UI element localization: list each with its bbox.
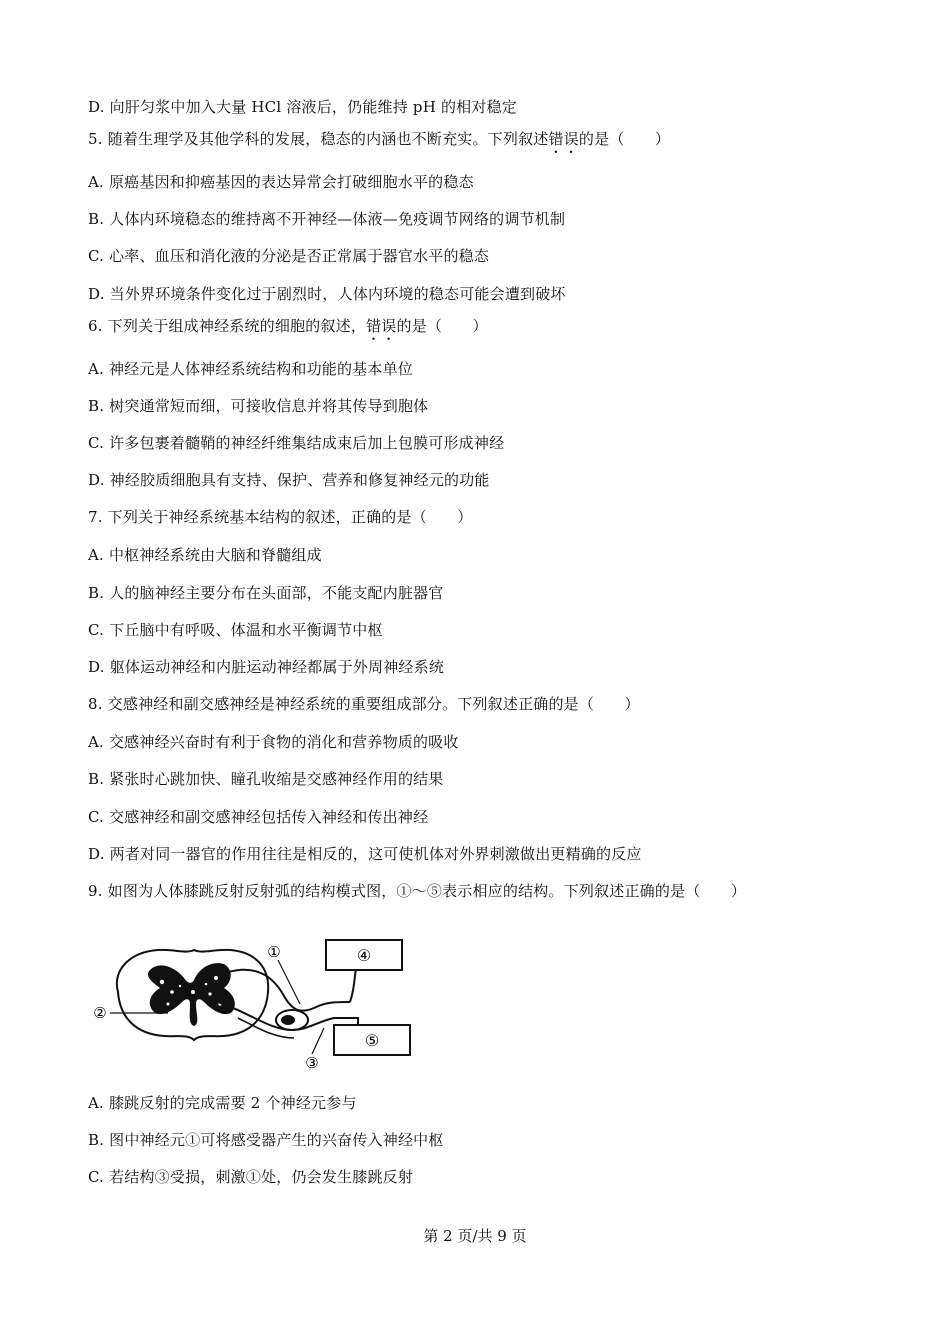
q9-option-a: A. 膝跳反射的完成需要 2 个神经元参与 xyxy=(88,1094,357,1112)
q7-option-d: D. 躯体运动神经和内脏运动神经都属于外周神经系统 xyxy=(88,658,445,676)
fiber-to-box4 xyxy=(328,968,356,1002)
q6-stem-pre: 6. 下列关于组成神经系统的细胞的叙述， xyxy=(88,317,367,335)
leader-1 xyxy=(278,960,300,1004)
label-2: ② xyxy=(93,1004,107,1022)
leader-3 xyxy=(312,1028,324,1054)
q5-stem-emphasis: 错误 xyxy=(548,130,579,148)
q9-option-c: C. 若结构③受损，刺激①处，仍会发生膝跳反射 xyxy=(88,1168,414,1186)
q8-option-b: B. 紧张时心跳加快、瞳孔收缩是交感神经作用的结果 xyxy=(88,770,444,788)
label-5: ⑤ xyxy=(364,1031,380,1050)
q7-option-b: B. 人的脑神经主要分布在头面部，不能支配内脏器官 xyxy=(88,584,444,602)
q9-option-b: B. 图中神经元①可将感受器产生的兴奋传入神经中枢 xyxy=(88,1131,444,1149)
q6-option-b: B. 树突通常短而细，可接收信息并将其传导到胞体 xyxy=(88,397,429,415)
reflex-arc-diagram xyxy=(88,930,418,1075)
q6-stem xyxy=(88,316,488,344)
page-footer: 第 2 页/共 9 页 xyxy=(423,1227,527,1245)
q5-option-a: A. 原癌基因和抑癌基因的表达异常会打破细胞水平的稳态 xyxy=(88,173,474,191)
q6-stem-post: 的是（ ） xyxy=(396,317,488,335)
central-canal xyxy=(191,990,196,995)
q6-option-a: A. 神经元是人体神经系统结构和功能的基本单位 xyxy=(88,360,413,378)
q5-stem-post: 的是（ ） xyxy=(578,130,671,148)
q7-option-a: A. 中枢神经系统由大脑和脊髓组成 xyxy=(88,546,322,564)
q8-option-d: D. 两者对同一器官的作用往往是相反的，这可使机体对外界刺激做出更精确的反应 xyxy=(88,845,642,863)
q5-option-b: B. 人体内环境稳态的维持离不开神经—体液—免疫调节网络的调节机制 xyxy=(88,210,566,228)
ganglion-core xyxy=(281,1015,295,1025)
label-4: ④ xyxy=(356,946,372,965)
q5-stem xyxy=(88,129,670,157)
label-3: ③ xyxy=(305,1054,319,1072)
q5-option-d: D. 当外界环境条件变化过于剧烈时，人体内环境的稳态可能会遭到破坏 xyxy=(88,285,566,303)
q6-option-c: C. 许多包裹着髓鞘的神经纤维集结成束后加上包膜可形成神经 xyxy=(88,434,505,452)
q4-option-d: D. 向肝匀浆中加入大量 HCl 溶液后，仍能维持 pH 的相对稳定 xyxy=(88,98,517,116)
q5-stem-pre: 5. 随着生理学及其他学科的发展，稳态的内涵也不断充实。下列叙述 xyxy=(88,130,549,148)
label-1: ① xyxy=(267,943,281,961)
q6-stem-emphasis: 错误 xyxy=(366,317,397,335)
q7-option-c: C. 下丘脑中有呼吸、体温和水平衡调节中枢 xyxy=(88,621,383,639)
q9-stem: 9. 如图为人体膝跳反射反射弧的结构模式图，①～⑤表示相应的结构。下列叙述正确的是（ ） xyxy=(88,882,747,900)
q8-option-a: A. 交感神经兴奋时有利于食物的消化和营养物质的吸收 xyxy=(88,733,459,751)
q8-option-c: C. 交感神经和副交感神经包括传入神经和传出神经 xyxy=(88,808,429,826)
q5-option-c: C. 心率、血压和消化液的分泌是否正常属于器官水平的稳态 xyxy=(88,247,490,265)
q8-stem: 8. 交感神经和副交感神经是神经系统的重要组成部分。下列叙述正确的是（ ） xyxy=(88,695,640,713)
q6-option-d: D. 神经胶质细胞具有支持、保护、营养和修复神经元的功能 xyxy=(88,471,490,489)
q7-stem: 7. 下列关于神经系统基本结构的叙述，正确的是（ ） xyxy=(88,508,473,526)
